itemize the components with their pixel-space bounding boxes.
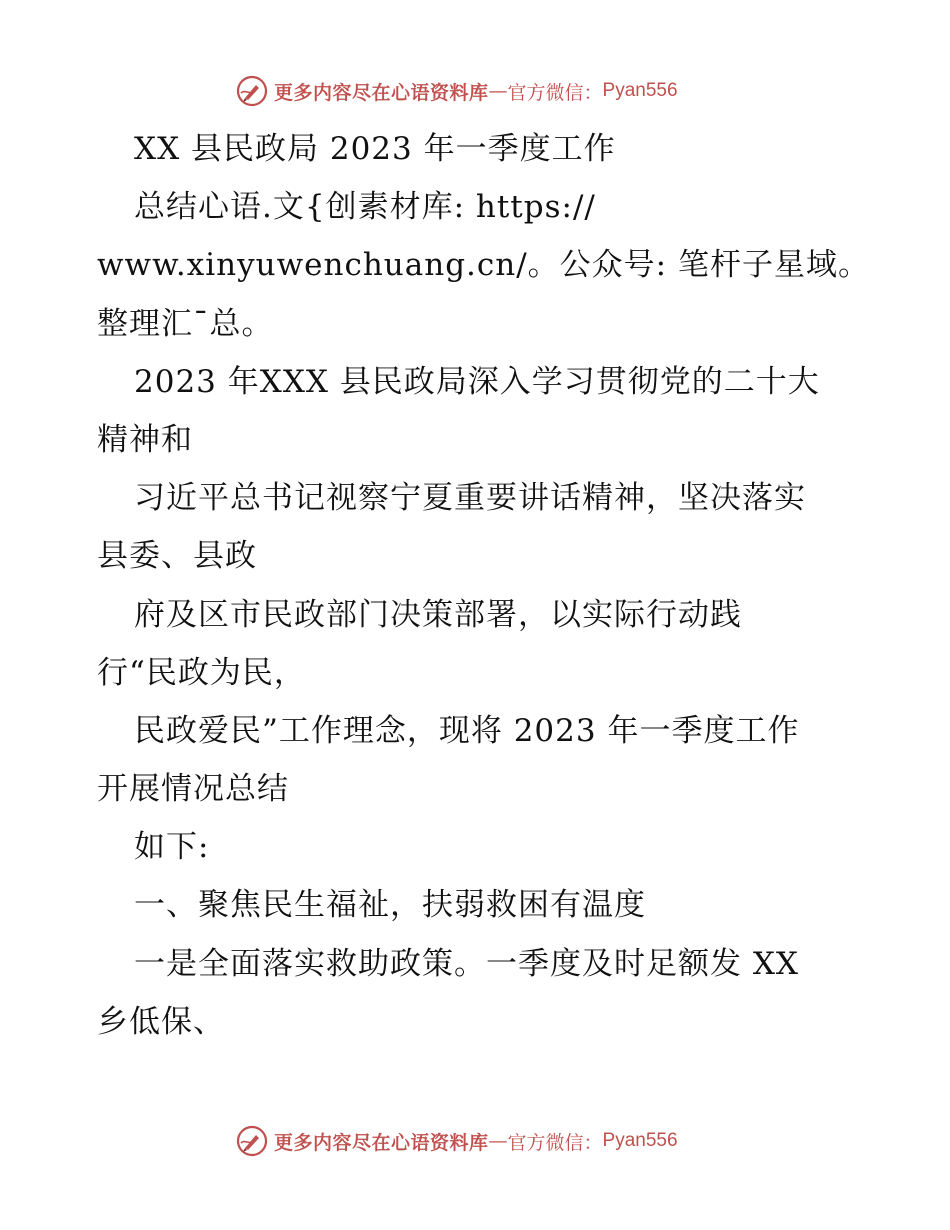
banner-dash: —: [488, 1130, 508, 1152]
text-line: 整理汇¯总。: [97, 305, 274, 342]
pen-logo-icon: [236, 75, 268, 107]
document-body: [97, 120, 897, 1051]
text-line: 总结心语.文{创素材库: https://: [134, 189, 596, 226]
footer-banner: [236, 1124, 716, 1158]
banner-wechat-label: 官方微信：: [507, 1131, 603, 1154]
text-line: 民政爱民”工作理念，现将 2023 年一季度工作: [134, 712, 800, 749]
text-line: 府及区市民政部门决策部署，以实际行动践: [134, 596, 742, 633]
text-line: 习近平总书记视察宁夏重要讲话精神，坚决落实: [134, 480, 806, 517]
text-line: 县委、县政: [97, 538, 257, 575]
banner-dash: —: [488, 80, 508, 102]
section-heading: 一、聚焦民生福祉，扶弱救困有温度: [134, 887, 646, 924]
pen-logo-icon: [236, 1125, 268, 1157]
text-line: 开展情况总结: [97, 771, 289, 808]
text-line: www.xinyuwenchuang.cn/。公众号: 笔杆子星域。: [97, 247, 870, 284]
text-line: 2023 年XXX 县民政局深入学习贯彻党的二十大: [134, 363, 820, 400]
banner-wechat-id: Pyan556: [602, 1130, 678, 1151]
banner-text: 更多内容尽在心语资料库: [274, 1131, 489, 1154]
banner-wechat-label: 官方微信：: [507, 81, 603, 104]
header-banner: [236, 74, 716, 108]
text-line: XX 县民政局 2023 年一季度工作: [134, 131, 616, 167]
text-line: 精神和: [97, 421, 193, 458]
text-line: 一是全面落实救助政策。一季度及时足额发 XX: [134, 945, 799, 982]
text-line: 乡低保、: [97, 1003, 225, 1040]
banner-wechat-id: Pyan556: [602, 80, 678, 101]
text-line: 行“民政为民，: [97, 654, 306, 691]
text-line: 如下:: [134, 829, 210, 866]
banner-text: 更多内容尽在心语资料库: [274, 81, 489, 104]
